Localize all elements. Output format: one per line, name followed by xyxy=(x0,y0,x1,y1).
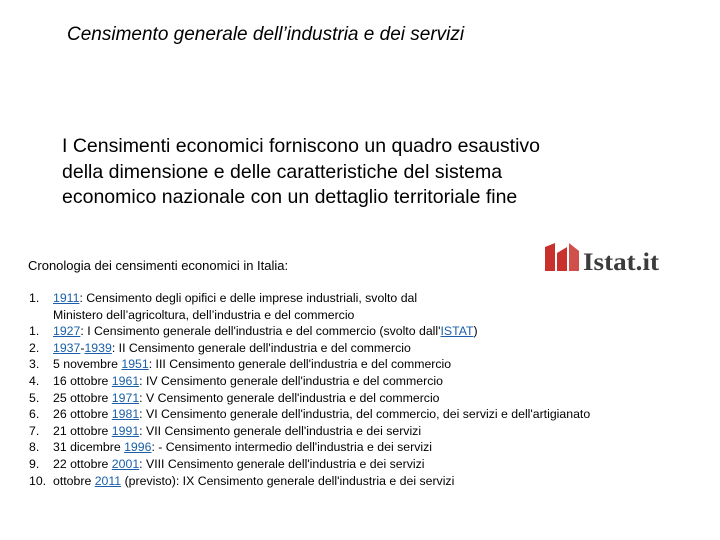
chronology-heading: Cronologia dei censimenti economici in Italia: xyxy=(28,258,289,273)
intro-paragraph xyxy=(62,134,682,211)
item-number: 1. xyxy=(29,291,40,305)
item-date: 26 ottobre xyxy=(53,407,112,422)
istat-logo xyxy=(543,241,661,277)
item-date: 16 ottobre xyxy=(53,373,112,388)
item-text-continuation: Ministero dell’agricoltura, dell’industria e del commercio xyxy=(53,307,355,322)
list-item xyxy=(29,373,709,390)
item-number: 2. xyxy=(29,340,40,355)
year-link-1991[interactable]: 1991 xyxy=(111,423,140,438)
item-date: 22 ottobre xyxy=(53,456,112,471)
item-text: : III Censimento generale dell'industria e del commercio xyxy=(148,357,452,372)
istat-logo-text: Istat.it xyxy=(583,249,660,276)
year-link-1911[interactable]: 1911 xyxy=(53,291,80,305)
item-text: : VI Censimento generale dell'industria, del commercio, dei servizi e dell'artigianato xyxy=(139,407,591,422)
item-text: : VIII Censimento generale dell'industria e dei servizi xyxy=(139,456,425,471)
item-text: : Censimento degli opifici e delle imprese industriali, svolto dal xyxy=(79,291,418,305)
item-text: : II Censimento generale dell'industria e del commercio xyxy=(111,340,411,355)
item-text: : V Censimento generale dell'industria e del commercio xyxy=(139,390,440,405)
year-link-1951[interactable]: 1951 xyxy=(121,357,149,372)
list-item xyxy=(29,439,709,456)
year-link-1939[interactable]: 1939 xyxy=(84,340,112,355)
item-text: : I Censimento generale dell'industria e del commercio (svolto dall' xyxy=(80,324,441,339)
list-item xyxy=(29,390,709,407)
list-item xyxy=(29,406,709,423)
item-text: : - Censimento intermedio dell'industria e dei servizi xyxy=(151,440,432,455)
list-item xyxy=(29,473,709,490)
year-link-1927[interactable]: 1927 xyxy=(53,324,81,339)
intro-line: I Censimenti economici forniscono un quadro esaustivo xyxy=(62,135,541,157)
list-item xyxy=(29,290,709,323)
list-item xyxy=(29,356,709,373)
item-text: (previsto): IX Censimento generale dell'industria e dei servizi xyxy=(121,473,455,488)
item-number: 6. xyxy=(29,407,40,422)
page-title: Censimento generale dell’industria e dei servizi xyxy=(67,24,465,45)
year-link-2001[interactable]: 2001 xyxy=(111,456,140,471)
item-date: 21 ottobre xyxy=(53,423,112,438)
item-number: 9. xyxy=(29,456,40,471)
istat-logo-mark xyxy=(545,243,579,271)
year-link-1971[interactable]: 1971 xyxy=(111,390,140,405)
year-link-1937[interactable]: 1937 xyxy=(53,340,81,355)
list-item xyxy=(29,323,709,340)
item-number: 5. xyxy=(29,390,40,405)
year-link-1961[interactable]: 1961 xyxy=(111,373,140,388)
item-number: 8. xyxy=(29,440,40,455)
item-date: ottobre xyxy=(53,473,95,488)
item-text: ) xyxy=(473,324,478,339)
item-number: 3. xyxy=(29,357,40,372)
year-link-1996[interactable]: 1996 xyxy=(124,440,152,455)
item-text: : IV Censimento generale dell'industria e del commercio xyxy=(139,373,443,388)
item-date: 5 novembre xyxy=(53,357,122,372)
item-text: : VII Censimento generale dell'industria e dei servizi xyxy=(139,423,422,438)
item-number: 4. xyxy=(29,373,40,388)
istat-link[interactable]: ISTAT xyxy=(440,324,474,339)
year-link-2011[interactable]: 2011 xyxy=(94,473,122,488)
item-date: 31 dicembre xyxy=(53,440,125,455)
item-number: 1. xyxy=(29,324,40,339)
item-number: 7. xyxy=(29,423,40,438)
year-link-1981[interactable]: 1981 xyxy=(111,407,140,422)
list-item xyxy=(29,340,709,357)
list-item xyxy=(29,456,709,473)
item-number: 10. xyxy=(29,473,47,488)
list-item xyxy=(29,423,709,440)
item-separator: - xyxy=(80,340,85,355)
intro-line: della dimensione e delle caratteristiche del sistema xyxy=(62,160,503,183)
census-chronology-list xyxy=(29,290,709,489)
intro-line: economico nazionale con un dettaglio territoriale fine xyxy=(62,186,518,208)
item-date: 25 ottobre xyxy=(53,390,112,405)
